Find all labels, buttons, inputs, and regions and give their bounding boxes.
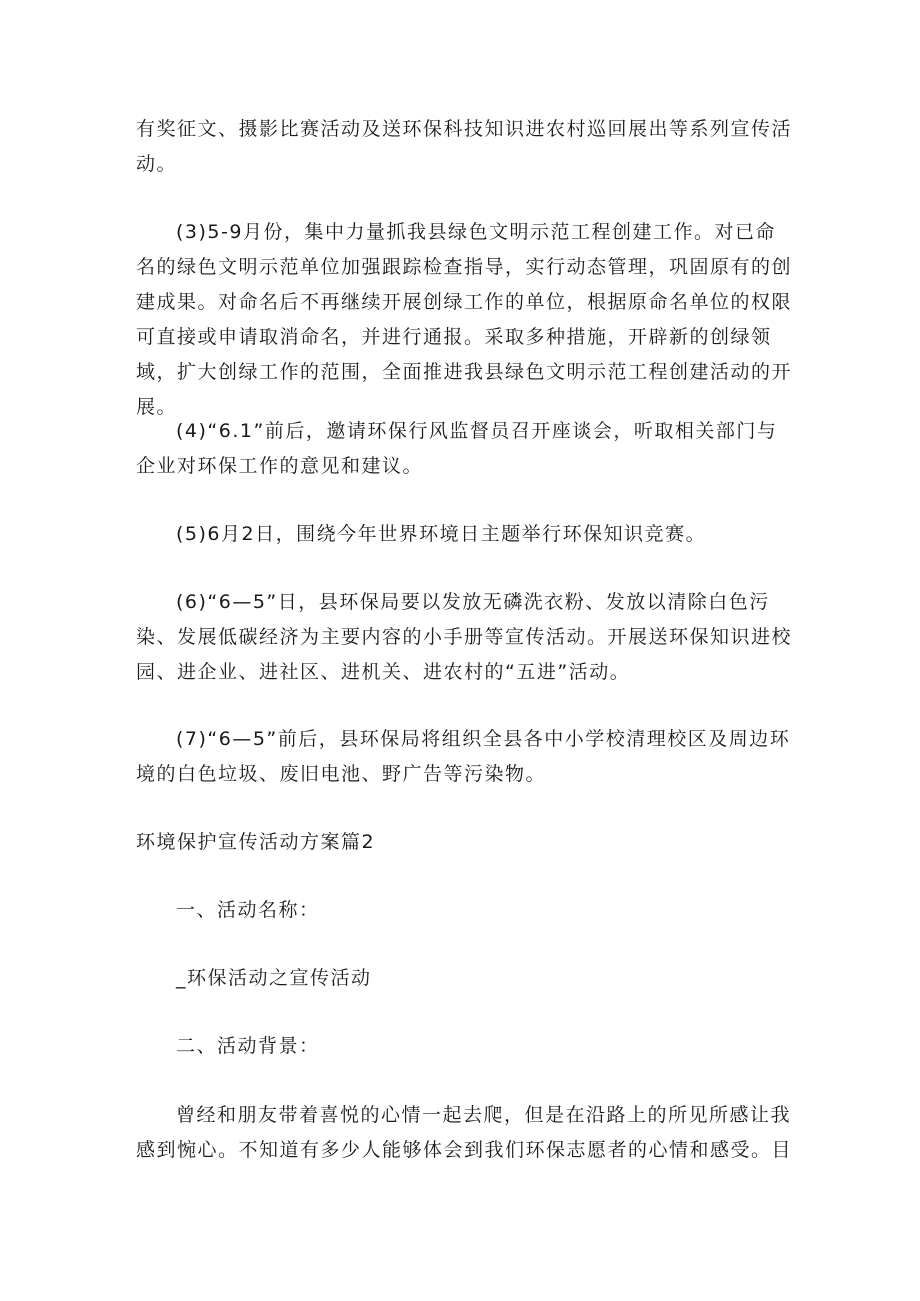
paragraph-item-4: (4)“6.1”前后，邀请环保行风监督员召开座谈会，听取相关部门与企业对环保工作的意见和建议。 [136,420,778,477]
paragraph-item-5: (5)6月2日，围绕今年世界环境日主题举行环保知识竞赛。 [176,523,707,545]
paragraph-background: 曾经和朋友带着喜悦的心情一起去爬，但是在沿路上的所见所感让我感到惋心。不知道有多少人能够体会到我们环保志愿者的心情和感受。目 [136,1104,793,1161]
paragraph-continued-activities: 有奖征文、摄影比赛活动及送环保科技知识进农村巡回展出等系列宣传活动。 [136,118,793,175]
heading-activity-background: 二、活动背景： [176,1035,320,1057]
paragraph-item-7: (7)“6—5”前后，县环保局将组织全县各中小学校清理校区及周边环境的白色垃圾、废旧电池、野广告等污染物。 [136,728,791,785]
paragraph-item-6: (6)“6—5”日，县环保局要以发放无磷洗衣粉、发放以清除白色污染、发展低碳经济为主要内容的小手册等宣传活动。开展送环保知识进校园、进企业、进社区、进机关、进农村的“五进”活动。 [136,591,793,683]
section-heading-plan-2: 环境保护宣传活动方案篇2 [136,831,376,853]
heading-activity-name: 一、活动名称： [176,899,320,921]
paragraph-item-3: (3)5-9月份，集中力量抓我县绿色文明示范工程创建工作。对已命名的绿色文明示范单位加强跟踪检查指导，实行动态管理，巩固原有的创建成果。对命名后不再继续开展创绿工作的单位，根据原命名单位的权限可直接或申请取消命名，并进行通报。采取多种措施，开辟新的创绿领域，扩大创绿工作的范围，全面推进我县绿色文明示范工程创建活动的开展。 [136,221,793,418]
activity-name-value: _环保活动之宣传活动 [176,967,372,989]
